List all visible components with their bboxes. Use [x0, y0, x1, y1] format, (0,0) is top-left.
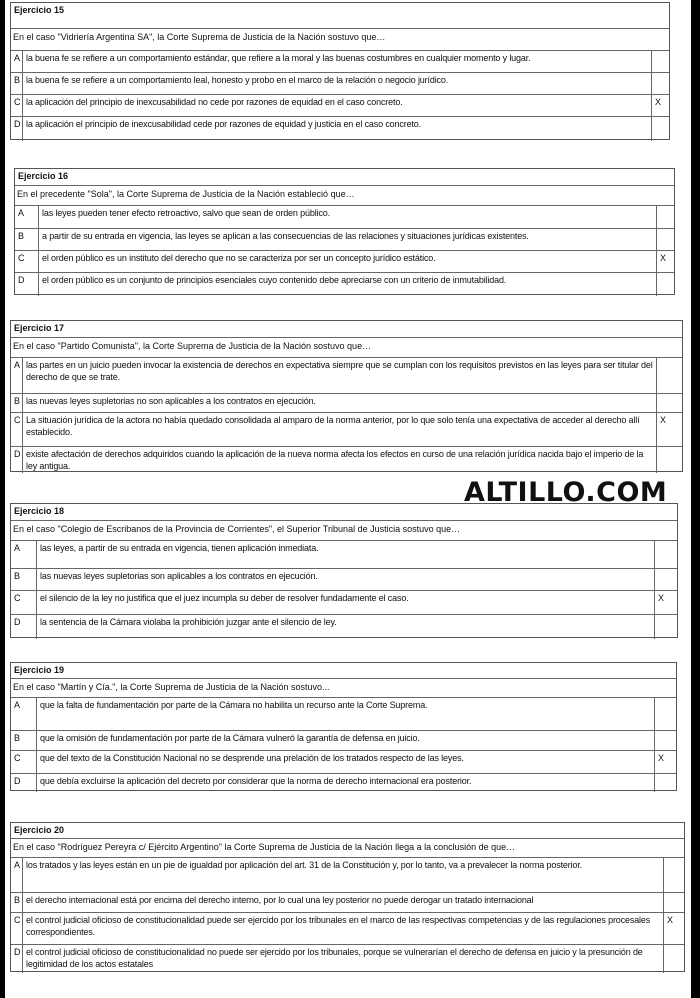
option-row-d[interactable] — [11, 615, 677, 639]
question-row — [15, 186, 674, 206]
answer-mark[interactable] — [656, 394, 682, 412]
exercise-title: Ejercicio 16 — [18, 171, 69, 181]
option-letter: B — [11, 893, 23, 912]
right-page-edge — [691, 0, 700, 998]
answer-mark[interactable] — [654, 569, 677, 590]
option-row-c[interactable] — [11, 413, 682, 447]
answer-mark[interactable]: X — [654, 751, 676, 773]
question-text: En el caso "Colegio de Escribanos de la Provincia de Corrientes", el Superior Tribunal de Justicia sostuvo que… — [13, 524, 461, 534]
option-letter: B — [15, 229, 39, 250]
exercise-title: Ejercicio 18 — [14, 506, 65, 516]
answer-mark[interactable] — [663, 893, 684, 912]
option-row-a[interactable] — [11, 51, 669, 73]
answer-mark[interactable]: X — [663, 913, 684, 944]
question-text: En el caso "Vidriería Argentina SA", la Corte Suprema de Justicia de la Nación sostuvo que… — [13, 32, 386, 42]
option-text: las nuevas leyes supletorias son aplicables a los contratos en ejecución. — [40, 571, 318, 581]
option-row-a[interactable] — [11, 541, 677, 569]
exercise-title-row — [11, 3, 669, 29]
option-text: que del texto de la Constitución Nacional no se desprende una prelación de los tratados respecto de las leyes. — [40, 753, 464, 763]
question-row — [11, 839, 684, 858]
answer-mark[interactable] — [651, 73, 669, 94]
answer-mark[interactable] — [656, 229, 674, 250]
option-row-d[interactable] — [11, 447, 682, 473]
option-text: las leyes, a partir de su entrada en vigencia, tienen aplicación inmediata. — [40, 543, 319, 553]
question-row — [11, 29, 669, 51]
option-text: las nuevas leyes supletorias no son aplicables a los contratos en ejecución. — [26, 396, 316, 406]
option-row-b[interactable] — [15, 229, 674, 251]
answer-mark[interactable]: X — [651, 95, 669, 116]
option-letter: C — [11, 751, 37, 773]
option-letter: D — [11, 945, 23, 973]
answer-mark[interactable]: X — [656, 413, 682, 446]
option-row-c[interactable] — [11, 591, 677, 615]
left-page-edge — [0, 0, 5, 998]
exercise-title: Ejercicio 20 — [14, 825, 65, 835]
option-text: el control judicial oficioso de constitucionalidad no puede ser ejercido por los tribunales, porque se vulnerarían el derecho de defensa en juicio y la presunción de legitimidad de los actos estatales — [26, 947, 643, 969]
option-letter: A — [11, 541, 37, 568]
option-row-b[interactable] — [11, 731, 676, 751]
option-text: que la falta de fundamentación por parte de la Cámara no habilita un recurso ante la Corte Suprema. — [40, 700, 428, 710]
option-letter: B — [11, 394, 23, 412]
option-letter: B — [11, 569, 37, 590]
question-row — [11, 679, 676, 698]
option-text: las leyes pueden tener efecto retroactivo, salvo que sean de orden público. — [42, 208, 330, 218]
answer-mark[interactable] — [656, 447, 682, 473]
option-letter: C — [15, 251, 39, 272]
option-text: existe afectación de derechos adquiridos cuando la aplicación de la nueva norma afecta los efectos en curso de una relación jurídica nacida bajo el imperio de la ley antigua. — [26, 449, 644, 471]
option-text: la aplicación el principio de inexcusabilidad cede por razones de equidad y justicia en el caso concreto. — [26, 119, 422, 129]
option-letter: D — [11, 117, 23, 141]
question-text: En el caso "Martín y Cía.", la Corte Suprema de Justicia de la Nación sostuvo... — [13, 682, 330, 692]
option-letter: C — [11, 413, 23, 446]
option-row-d[interactable] — [15, 273, 674, 296]
answer-mark[interactable] — [656, 206, 674, 228]
option-letter: A — [11, 858, 23, 892]
option-letter: D — [15, 273, 39, 296]
option-text: a partir de su entrada en vigencia, las leyes se aplican a las consecuencias de las relaciones y situaciones jurídicas existentes. — [42, 231, 529, 241]
answer-mark[interactable] — [654, 541, 677, 568]
option-letter: A — [15, 206, 39, 228]
exercise-title-row — [11, 321, 682, 338]
answer-mark[interactable] — [654, 698, 676, 730]
option-text: que la omisión de fundamentación por parte de la Cámara vulneró la garantía de defensa en juicio. — [40, 733, 420, 743]
option-letter: C — [11, 913, 23, 944]
exercise-18 — [10, 503, 678, 638]
question-row — [11, 521, 677, 541]
option-row-d[interactable] — [11, 774, 676, 792]
option-text: la buena fe se refiere a un comportamiento leal, honesto y probo en el marco de la relación o negocio jurídico. — [26, 75, 449, 85]
option-row-c[interactable] — [11, 95, 669, 117]
option-text: la sentencia de la Cámara violaba la prohibición juzgar ante el silencio de ley. — [40, 617, 337, 627]
exercise-title-row — [11, 504, 677, 521]
answer-mark[interactable] — [656, 273, 674, 296]
option-text: el orden público es un conjunto de principios esenciales cuyo contenido debe apreciarse con un criterio de inmutabilidad. — [42, 275, 507, 285]
option-text: el silencio de la ley no justifica que el juez incumpla su deber de resolver fundadamente el caso. — [40, 593, 409, 603]
exercise-title: Ejercicio 17 — [14, 323, 65, 333]
option-letter: D — [11, 447, 23, 473]
answer-mark[interactable] — [651, 51, 669, 72]
answer-mark[interactable] — [656, 358, 682, 393]
option-letter: A — [11, 698, 37, 730]
option-row-a[interactable] — [11, 358, 682, 394]
option-letter: B — [11, 731, 37, 750]
answer-mark[interactable] — [663, 858, 684, 892]
option-row-b[interactable] — [11, 569, 677, 591]
question-text: En el caso "Rodríguez Pereyra c/ Ejército Argentino" la Corte Suprema de Justicia de la Nación llega a la conclusión de que… — [13, 842, 516, 852]
option-row-a[interactable] — [11, 858, 684, 893]
option-text: las partes en un juicio pueden invocar la existencia de derechos en expectativa siempre que se cumplan con los requisitos previstos en las leyes para ser titular del derecho de que se trate. — [26, 360, 653, 382]
question-row — [11, 338, 682, 358]
exercise-15 — [10, 2, 670, 140]
option-row-c[interactable] — [11, 751, 676, 774]
exercise-title: Ejercicio 15 — [14, 5, 65, 15]
option-text: los tratados y las leyes están en un pie de igualdad por aplicación del art. 31 de la Constitución y, por lo tanto, va a prevalecer la norma posterior. — [26, 860, 583, 870]
answer-mark[interactable] — [651, 117, 669, 141]
answer-mark[interactable]: X — [656, 251, 674, 272]
exercise-title: Ejercicio 19 — [14, 665, 65, 675]
exercise-16 — [14, 168, 675, 295]
option-row-d[interactable] — [11, 117, 669, 141]
option-text: el derecho internacional está por encima del derecho interno, por lo cual una ley posterior no puede derogar un tratado internacional — [26, 895, 534, 905]
option-letter: A — [11, 358, 23, 393]
answer-mark[interactable] — [654, 774, 676, 792]
question-text: En el caso "Partido Comunista", la Corte Suprema de Justicia de la Nación sostuvo que… — [13, 341, 372, 351]
option-row-c[interactable] — [15, 251, 674, 273]
exercise-17 — [10, 320, 683, 472]
answer-mark[interactable]: X — [654, 591, 677, 614]
altillo-watermark: ALTILLO.COM — [464, 477, 668, 508]
question-text: En el precedente "Sola", la Corte Suprema de Justicia de la Nación estableció que… — [17, 189, 355, 199]
option-row-c[interactable] — [11, 913, 684, 945]
option-text: la buena fe se refiere a un comportamiento estándar, que refiere a la moral y las buenas costumbres en cualquier momento y lugar. — [26, 53, 531, 63]
option-row-d[interactable] — [11, 945, 684, 973]
option-row-b[interactable] — [11, 73, 669, 95]
exercise-20 — [10, 822, 685, 972]
option-row-b[interactable] — [11, 893, 684, 913]
option-letter: D — [11, 774, 37, 792]
option-letter: B — [11, 73, 23, 94]
exercise-19 — [10, 662, 677, 791]
option-text: la aplicación del principio de inexcusabilidad no cede por razones de equidad en el caso concreto. — [26, 97, 403, 107]
exercise-title-row — [11, 823, 684, 839]
exercise-title-row — [15, 169, 674, 186]
option-row-b[interactable] — [11, 394, 682, 413]
option-letter: C — [11, 591, 37, 614]
answer-mark[interactable] — [654, 615, 677, 639]
option-row-a[interactable] — [15, 206, 674, 229]
answer-mark[interactable] — [663, 945, 684, 973]
option-letter: D — [11, 615, 37, 639]
option-text: el control judicial oficioso de constitucionalidad puede ser ejercido por los tribunales en el marco de las respectivas competencias y de las regulaciones procesales correspondientes. — [26, 915, 651, 937]
option-text: que debía excluirse la aplicación del decreto por considerar que la norma de derecho internacional era posterior. — [40, 776, 472, 786]
option-text: el orden público es un instituto del derecho que no se caracteriza por ser un concepto jurídico estático. — [42, 253, 436, 263]
option-letter: A — [11, 51, 23, 72]
exercise-title-row — [11, 663, 676, 679]
option-row-a[interactable] — [11, 698, 676, 731]
option-letter: C — [11, 95, 23, 116]
option-text: La situación jurídica de la actora no había quedado consolidada al amparo de la norma anterior, por lo que solo tenía una expectativa de acceder al derecho allí establecido. — [26, 415, 640, 437]
answer-mark[interactable] — [654, 731, 676, 750]
